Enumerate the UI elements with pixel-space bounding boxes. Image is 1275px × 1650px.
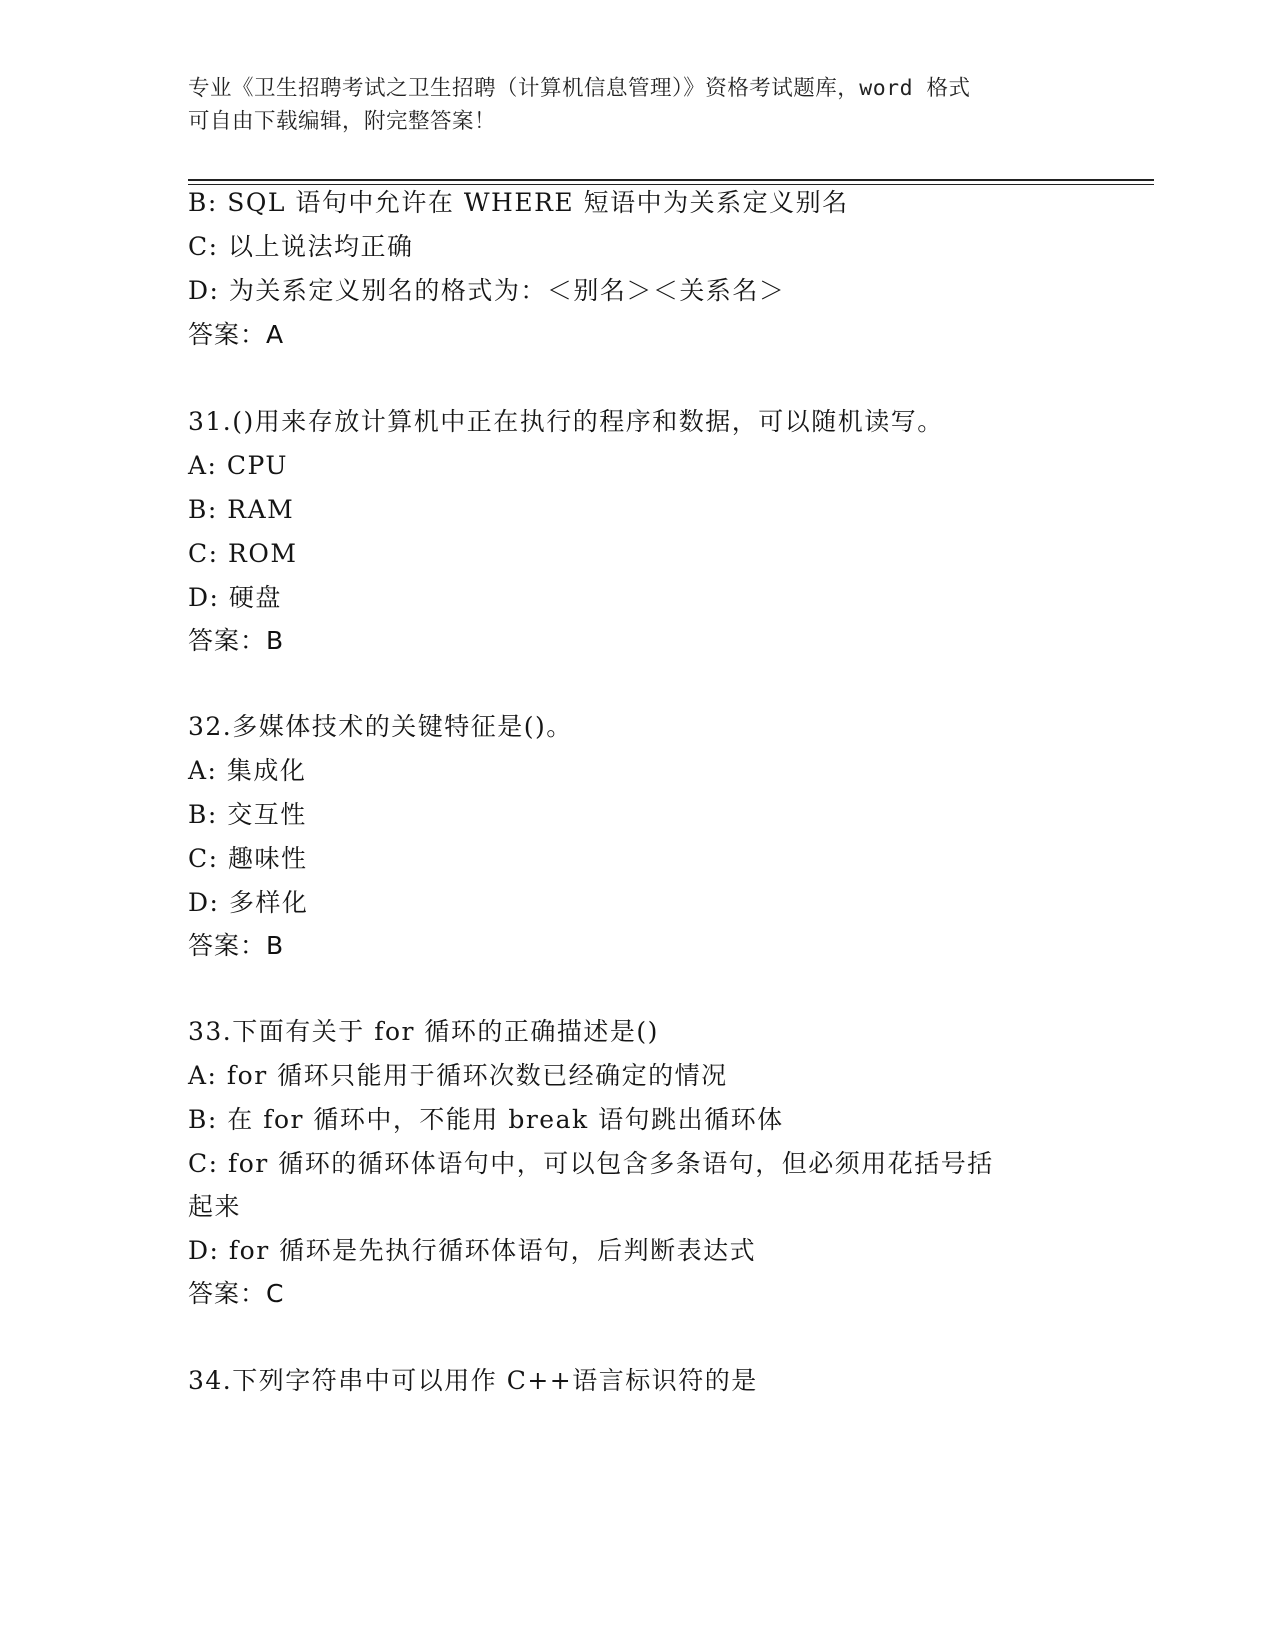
header-line-2: 可自由下载编辑，附完整答案！ xyxy=(188,109,497,134)
prev-option-d: D: 为关系定义别名的格式为：＜别名＞＜关系名＞ xyxy=(188,276,786,305)
q33-option-d: D: for 循环是先执行循环体语句，后判断表达式 xyxy=(188,1236,757,1265)
q32-option-a: A: 集成化 xyxy=(188,756,307,785)
q33-option-c-line-1: C: for 循环的循环体语句中，可以包含多条语句，但必须用花括号括 xyxy=(188,1149,994,1178)
q32-option-d: D: 多样化 xyxy=(188,888,309,917)
prev-option-c: C: 以上说法均正确 xyxy=(188,232,414,261)
q32-question: 32.多媒体技术的关键特征是()。 xyxy=(188,712,573,741)
q33-answer: 答案：C xyxy=(188,1279,285,1308)
header-line-1: 专业《卫生招聘考试之卫生招聘（计算机信息管理）》资格考试题库，word 格式 xyxy=(188,76,971,101)
q31-answer: 答案：B xyxy=(188,626,285,655)
q32-answer: 答案：B xyxy=(188,931,285,960)
prev-answer: 答案：A xyxy=(188,320,285,349)
q33-option-b: B: 在 for 循环中，不能用 break 语句跳出循环体 xyxy=(188,1105,784,1134)
q33-option-a: A: for 循环只能用于循环次数已经确定的情况 xyxy=(188,1061,728,1090)
q34-question: 34.下列字符串中可以用作 C++语言标识符的是 xyxy=(188,1366,758,1395)
q31-question: 31.()用来存放计算机中正在执行的程序和数据，可以随机读写。 xyxy=(188,407,944,436)
q31-option-d: D: 硬盘 xyxy=(188,583,282,612)
header-divider-thick xyxy=(188,179,1154,181)
q33-question: 33.下面有关于 for 循环的正确描述是() xyxy=(188,1017,659,1046)
q32-option-c: C: 趣味性 xyxy=(188,844,308,873)
document-header xyxy=(188,72,1088,138)
q31-option-c: C: ROM xyxy=(188,539,298,568)
prev-option-b: B: SQL 语句中允许在 WHERE 短语中为关系定义别名 xyxy=(188,188,849,217)
q31-option-a: A: CPU xyxy=(188,451,289,480)
q32-option-b: B: 交互性 xyxy=(188,800,307,829)
q33-option-c-line-2: 起来 xyxy=(188,1192,242,1221)
q31-option-b: B: RAM xyxy=(188,495,295,524)
header-divider-thin xyxy=(188,184,1154,185)
